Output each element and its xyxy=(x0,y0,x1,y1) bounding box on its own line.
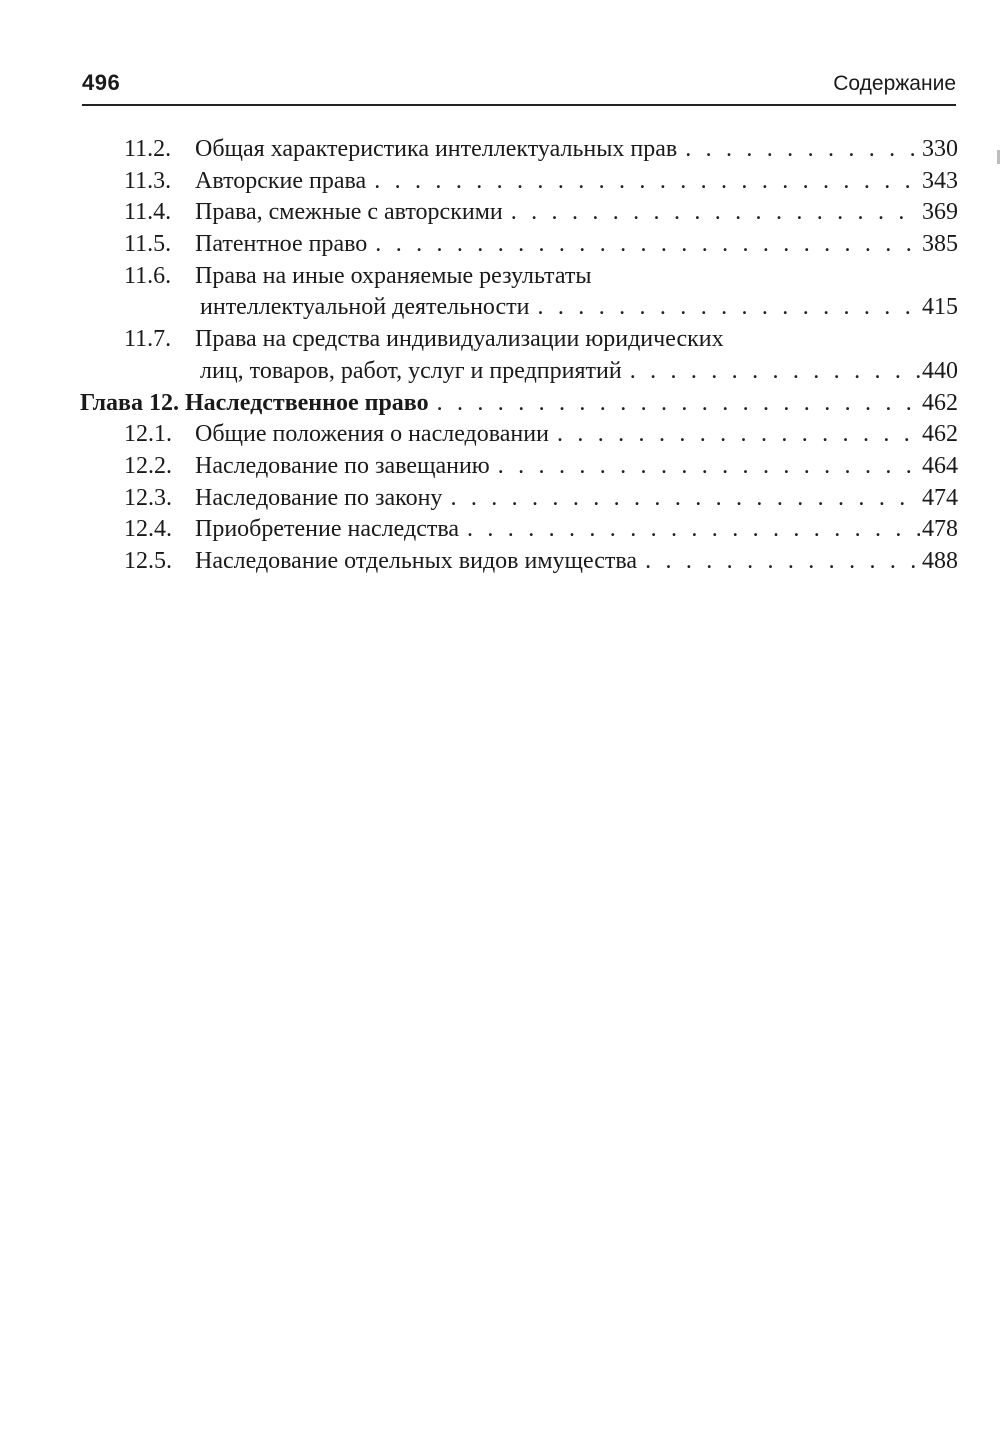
toc-entry[interactable] xyxy=(80,451,958,483)
toc-entry-page: 462 xyxy=(922,421,958,448)
toc-entry-title: Общая характеристика интеллектуальных прав xyxy=(195,136,678,162)
toc-entry-number: 12.5. xyxy=(124,547,172,574)
toc-entry-page: 488 xyxy=(922,547,958,574)
toc-entry-number: 11.4. xyxy=(124,199,172,226)
dot-leader xyxy=(538,292,921,324)
toc-entry[interactable] xyxy=(80,134,958,166)
toc-entry-page: 385 xyxy=(922,231,958,258)
dot-leader xyxy=(557,419,920,451)
toc-entry-title: Наследование по закону xyxy=(195,484,443,511)
toc-entry[interactable] xyxy=(80,324,958,356)
running-header xyxy=(82,68,956,106)
toc-entry-number: 11.5. xyxy=(124,231,172,258)
toc-entry[interactable] xyxy=(80,197,958,229)
toc-entry[interactable] xyxy=(80,419,958,451)
toc-entry-title: Авторские права xyxy=(195,167,367,194)
toc-entry-title: Патентное право xyxy=(195,231,368,258)
dot-leader xyxy=(511,197,920,229)
toc-entry-number: 11.3. xyxy=(124,167,172,194)
table-of-contents xyxy=(80,134,958,578)
toc-entry-page: 478 xyxy=(922,516,958,543)
dot-leader xyxy=(437,388,920,420)
toc-entry-title: Общие положения о наследовании xyxy=(195,421,549,448)
dot-leader xyxy=(685,134,920,166)
dot-leader xyxy=(450,483,920,515)
toc-entry[interactable] xyxy=(80,483,958,515)
toc-entry[interactable] xyxy=(80,166,958,198)
toc-entry-number: 11.2. xyxy=(124,136,172,162)
toc-entry-number: 12.4. xyxy=(124,516,172,543)
toc-entry-page: 330 xyxy=(922,136,958,162)
toc-entry-title-continued: лиц, товаров, работ, услуг и предприятий xyxy=(200,357,622,384)
toc-entry[interactable] xyxy=(80,514,958,546)
toc-entry-number: 12.3. xyxy=(124,484,172,511)
toc-chapter-title: Глава 12. Наследственное право xyxy=(80,389,429,416)
toc-entry-title: Наследование отдельных видов имущества xyxy=(195,547,638,574)
toc-entry[interactable] xyxy=(80,261,958,293)
running-section-title: Содержание xyxy=(833,72,956,95)
toc-entry-page: 474 xyxy=(922,484,958,511)
dot-leader xyxy=(498,451,920,483)
toc-entry-title: Приобретение наследства xyxy=(195,516,459,543)
toc-entry-continuation[interactable] xyxy=(80,292,958,324)
toc-entry-page: 464 xyxy=(922,452,958,479)
toc-entry-page: 343 xyxy=(922,167,958,194)
toc-entry-title: Права на средства индивидуализации юридических xyxy=(195,326,724,353)
toc-entry[interactable] xyxy=(80,229,958,261)
toc-entry-continuation[interactable] xyxy=(80,356,958,388)
toc-entry-title: Наследование по завещанию xyxy=(195,452,490,479)
toc-entry-page: 440 xyxy=(922,357,958,384)
dot-leader xyxy=(375,229,920,261)
toc-entry-page: 462 xyxy=(922,389,958,416)
toc-entry-title: Права, смежные с авторскими xyxy=(195,199,503,226)
toc-chapter-entry[interactable] xyxy=(80,388,958,420)
dot-leader xyxy=(645,546,920,578)
dot-leader xyxy=(467,514,920,546)
page-number: 496 xyxy=(82,70,121,95)
dot-leader xyxy=(374,166,920,198)
toc-entry-page: 369 xyxy=(922,199,958,226)
toc-entry-number: 11.6. xyxy=(124,262,172,289)
dot-leader xyxy=(630,356,920,388)
toc-entry-title-continued: интеллектуальной деятельности xyxy=(200,294,530,321)
toc-entry-number: 11.7. xyxy=(124,326,172,353)
toc-entry-title: Права на иные охраняемые результаты xyxy=(195,262,592,289)
toc-entry-number: 12.2. xyxy=(124,452,172,479)
toc-entry-number: 12.1. xyxy=(124,421,172,448)
toc-entry[interactable] xyxy=(80,546,958,578)
toc-entry-page: 415 xyxy=(922,294,958,321)
